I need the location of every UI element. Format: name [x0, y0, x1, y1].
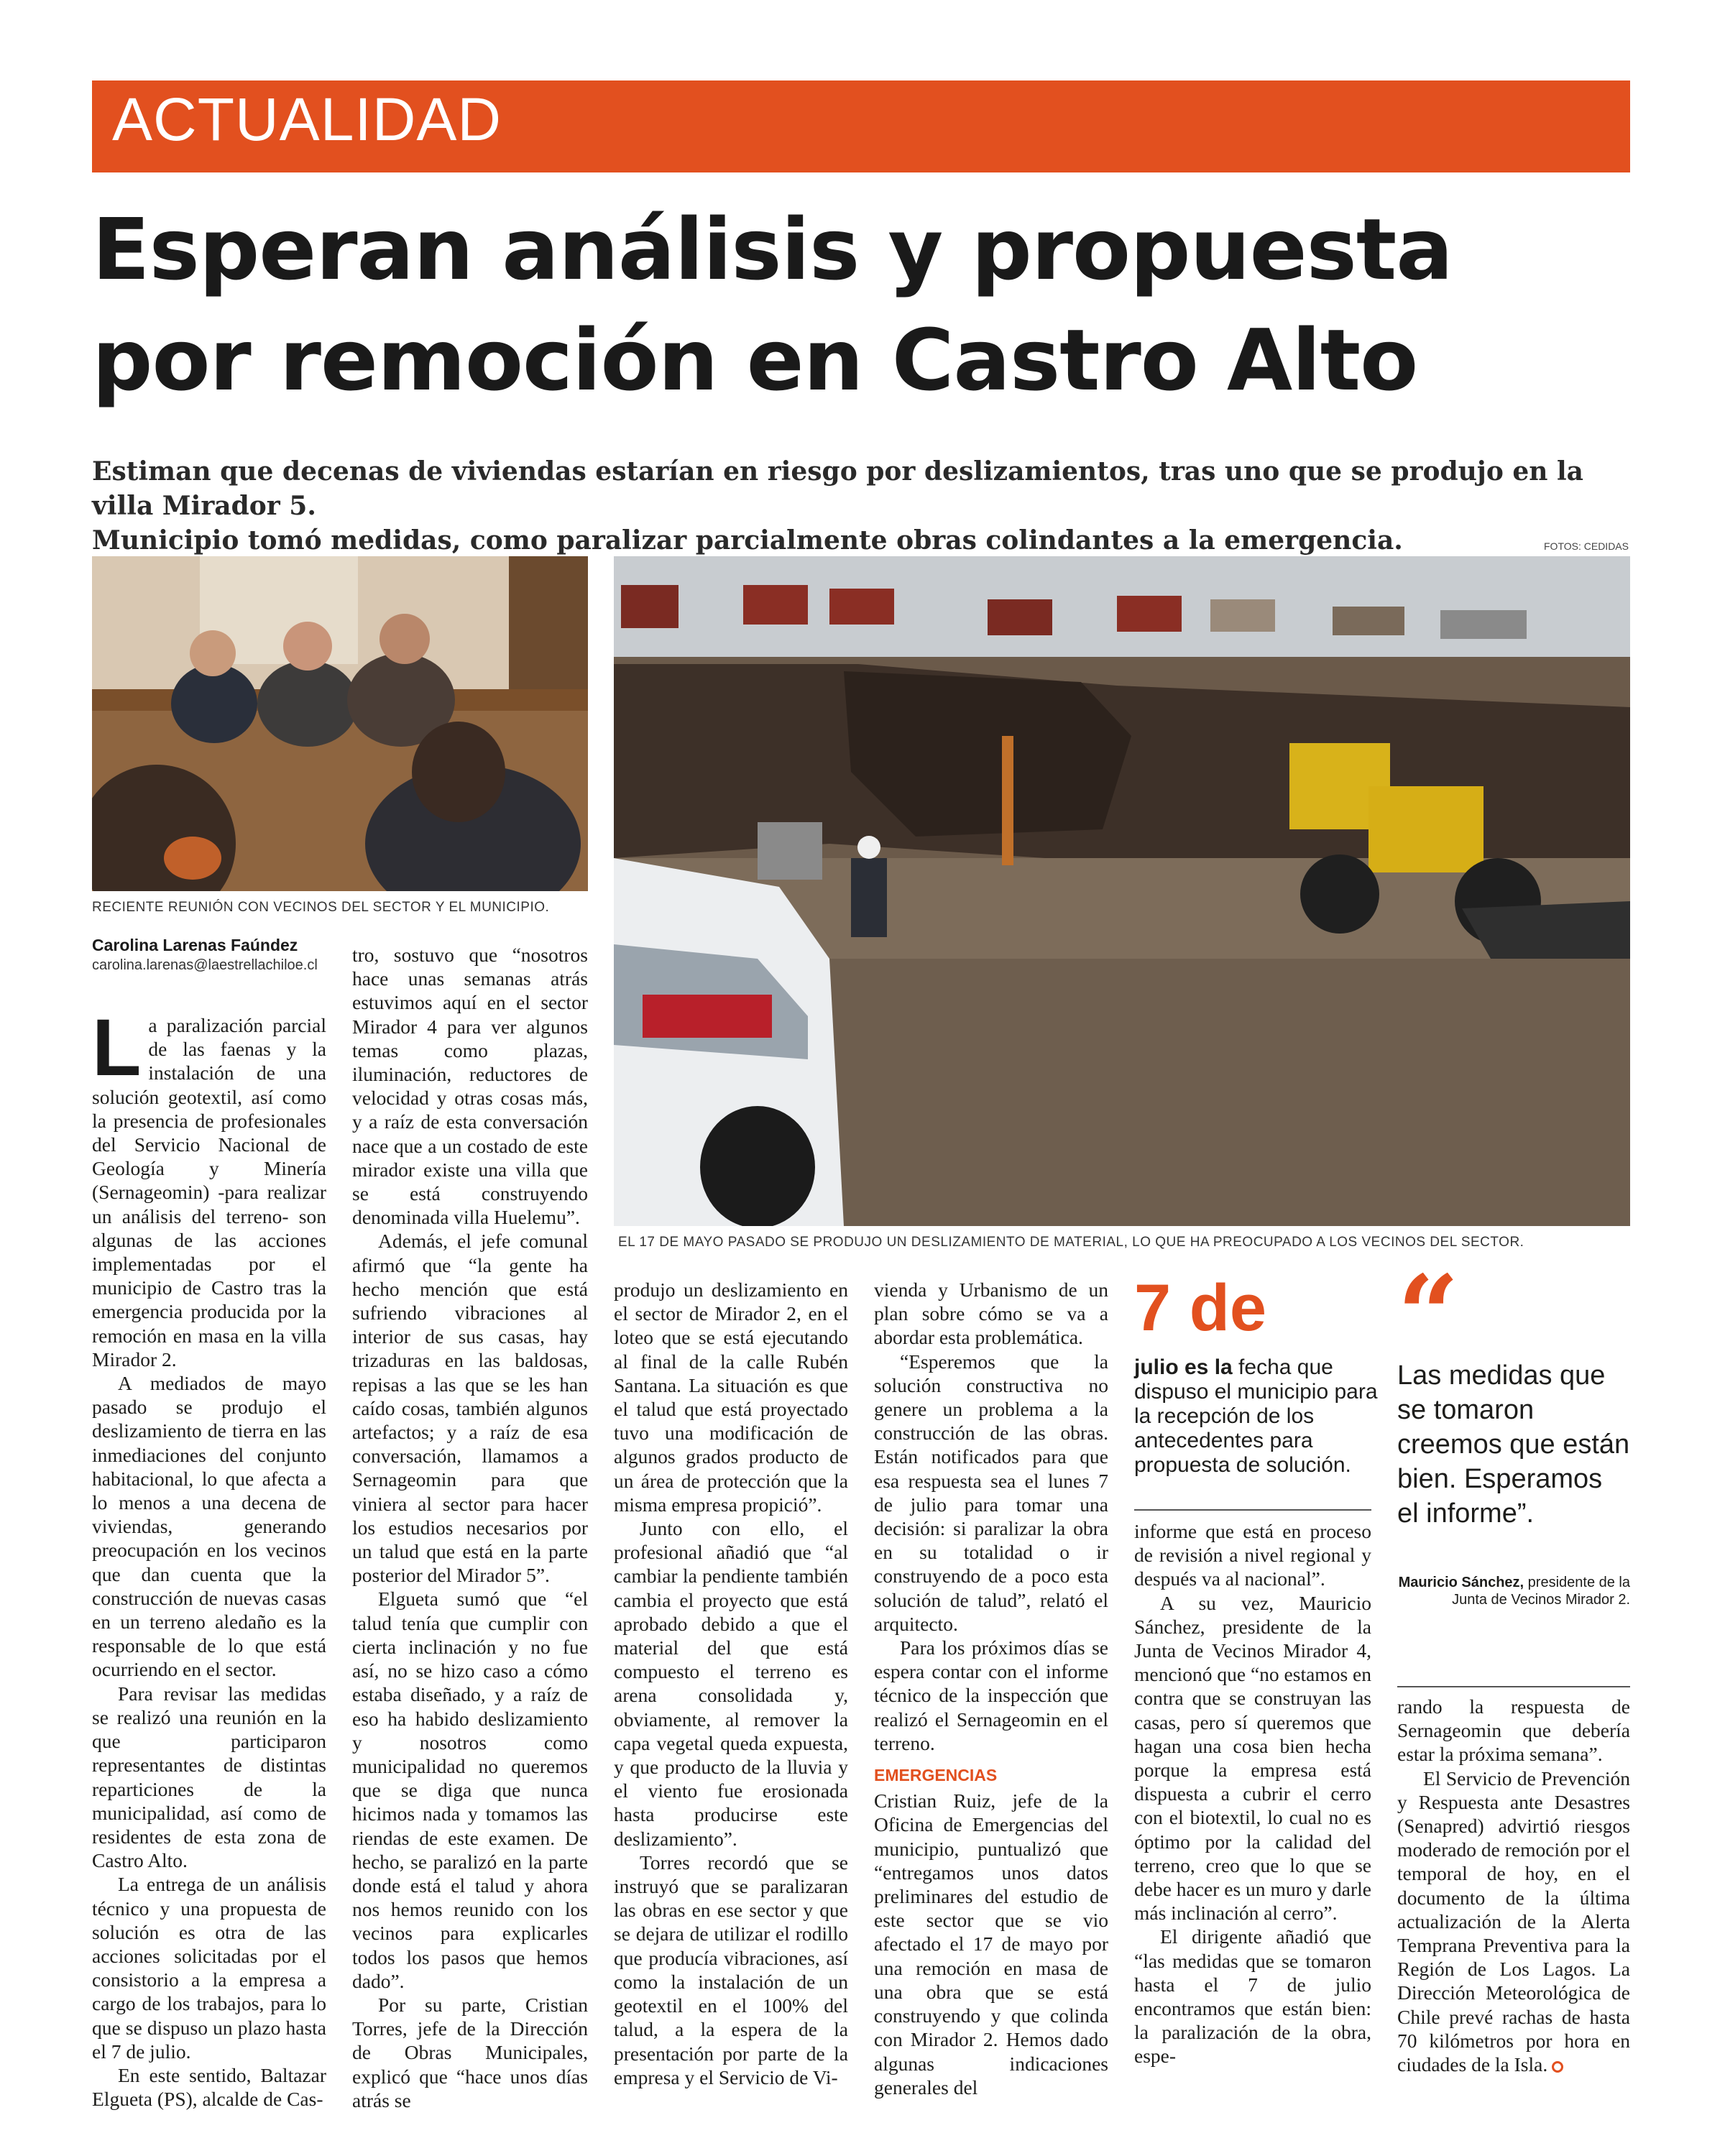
article-column-1: [92, 1003, 326, 2111]
lead-line-2: Municipio tomó medidas, como paralizar parcialmente obras colindantes a la emergencia.: [92, 525, 1403, 556]
article-paragraph: A mediados de mayo pasado se produjo el deslizamiento de tierra en las inmediaciones del conjunto habitacional, lo que afecta a lo menos a una decena de viviendas, generando preocupación en los vecinos que dan cuenta que la construcción de nuevas casas en un terreno aledaño es la responsable de lo que está ocurriendo en el sector.: [92, 1372, 326, 1681]
article-paragraph: Para los próximos días se espera contar con el informe técnico de la inspección que realizó el Sernageomin en el terreno.: [874, 1636, 1108, 1754]
end-mark-icon: [1552, 2061, 1563, 2073]
article-paragraph: El dirigente añadió que “las medidas que se tomaron hasta el 7 de julio encontramos que están bien: la paralización de la obra, espe-: [1134, 1925, 1371, 2068]
quote-attribution-role: presidente de la Junta de Vecinos Mirador 2.: [1452, 1575, 1630, 1608]
photo-credit: FOTOS: CEDIDAS: [1544, 540, 1629, 552]
article-column-6: [1397, 1695, 1630, 2076]
article-paragraph: Para revisar las medidas se realizó una reunión en la que participaron representantes de distintas reparticiones de la municipalidad, así como de residentes de esta zona de Castro Alto.: [92, 1682, 326, 1872]
landslide-photo-image: [614, 556, 1630, 1226]
date-highlight: [1134, 1272, 1379, 1478]
article-paragraph: rando la respuesta de Sernageomin que debería estar la próxima semana”.: [1397, 1695, 1630, 1766]
article-paragraph: La entrega de un análisis técnico y una propuesta de solución es otra de las acciones solicitadas por el consistorio a la empresa a cargo de los trabajos, para lo que se dispuso un plazo hasta el 7 de julio.: [92, 1873, 326, 2063]
highlight-rest: fecha que dispuso el municipio para la recepción de los antecedentes para propuesta de solución.: [1134, 1355, 1378, 1477]
section-bar: [92, 80, 1630, 172]
article-paragraph-text: El Servicio de Prevención y Respuesta ante Desastres (Senapred) advirtió riesgos moderado de remoción por el temporal de hoy, en el documento de la última actualización de la Alerta Temprana Preventiva para la Región de Los Lagos. La Dirección Meteorológica de Chile prevé rachas de hasta 70 kilómetros por hora en ciudades de la Isla.: [1397, 1766, 1630, 2076]
highlight-divider: [1134, 1509, 1371, 1511]
article-paragraph: Junto con ello, el profesional añadió que “al cambiar la pendiente también cambia el proyecto que está aprobado debido a que el material del que está compuesto el terreno es arena consolidada y, obviamente, al remover la capa vegetal queda expuesta, y que producto de la lluvia y el viento fue erosionada hasta producirse este deslizamiento”.: [614, 1517, 848, 1850]
pull-quote: [1397, 1252, 1630, 1608]
article-paragraph: Torres recordó que se instruyó que se paralizaran las obras en ese sector y que se dejara de utilizar el rodillo que producía vibraciones, así como la instalación de un geotextil en el 100% del talud, a la espera de la presentación por parte de la empresa y el Servicio de Vi-: [614, 1851, 848, 2088]
headline-line-1: Esperan análisis y propuesta: [92, 200, 1453, 299]
byline-email: carolina.larenas@laestrellachiloe.cl: [92, 957, 318, 973]
article-paragraph: tro, sostuvo que “nosotros hace unas semanas atrás estuvimos aquí en el sector Mirador 4 para ver algunos temas como plazas, iluminación, reductores de velocidad y otras cosas más, y a raíz de esta conversación nace que a un costado de este mirador existe una villa que se está construyendo denominada villa Huelemu”.: [352, 944, 588, 1229]
article-paragraph: produjo un deslizamiento en el sector de Mirador 2, en el loteo que se está ejecutando al final de la calle Rubén Santana. La situación es que el talud que está proyectado tuvo una modificación de algunos grados producto de un área de protección que la misma empresa propició”.: [614, 1279, 848, 1516]
article-paragraph: Además, el jefe comunal afirmó que “la gente ha hecho mención que está sufriendo vibraciones al interior de sus casas, hay trizaduras en las baldosas, repisas a las que se les han caído cosas, también algunos artefactos; y a raíz de esa conversación, llamamos a Sernageomin para que viniera al sector para hacer los estudios necesarios por un talud que está en la parte posterior del Mirador 5”.: [352, 1230, 588, 1587]
meeting-photo-image: [92, 556, 588, 891]
section-label: ACTUALIDAD: [112, 86, 502, 153]
article-paragraph: [1397, 1766, 1630, 2077]
byline-name: Carolina Larenas Faúndez: [92, 936, 298, 954]
drop-cap: L: [92, 1003, 142, 1092]
section-subhead: EMERGENCIAS: [874, 1766, 998, 1785]
headline-line-2: por remoción en Castro Alto: [92, 310, 1418, 410]
quote-mark-icon: “: [1397, 1252, 1460, 1378]
article-column-5: [1134, 1519, 1371, 2068]
quote-text: Las medidas que se tomaron creemos que están bien. Esperamos el informe”.: [1397, 1360, 1630, 1529]
quote-attribution: [1397, 1574, 1630, 1608]
article-paragraph: “Esperemos que la solución constructiva no genere un problema a la construcción de las obras. Están notificados para que esa respuesta sea el lunes 7 de julio para tomar una decisión: si paralizar la obra en su totalidad o ir construyendo de a poco esta solución de talud”, relató el arquitecto.: [874, 1350, 1108, 1635]
landslide-caption: EL 17 DE MAYO PASADO SE PRODUJO UN DESLIZAMIENTO DE MATERIAL, LO QUE HA PREOCUPADO A LOS VECINOS DEL SECTOR.: [618, 1235, 1524, 1250]
article-paragraph: Cristian Ruiz, jefe de la Oficina de Emergencias del municipio, puntualizó que “entregamos unos datos preliminares del estudio de este sector que se vio afectado el 17 de mayo por una remoción en masa de una obra que se está construyendo y que colinda con Mirador 2. Hemos dado algunas indicaciones generales del: [874, 1789, 1108, 2099]
article-paragraph: Elgueta sumó que “el talud tenía que cumplir con cierta inclinación y no fue así, no se hizo caso a cómo estaba diseñado, y a raíz de eso ha habido deslizamiento y nosotros como municipalidad no queremos que se diga que nunca hicimos nada y tomamos las riendas de este examen. De hecho, se paralizó en la parte donde está el talud y ahora nos hemos reunido con los vecinos para explicarles todos los pasos que hemos dado”.: [352, 1588, 588, 1992]
article-paragraph: informe que está en proceso de revisión a nivel regional y después va al nacional”.: [1134, 1520, 1371, 1590]
article-column-2: [352, 943, 588, 2112]
landslide-photo: [614, 556, 1630, 1226]
article-paragraph: En este sentido, Baltazar Elgueta (PS), alcalde de Cas-: [92, 2063, 326, 2111]
article-column-3: [614, 1278, 848, 2089]
article-paragraph: a paralización parcial de las faenas y la instalación de una solución geotextil, así como la presencia de profesionales del Servicio Nacional de Geología y Minería (Sernageomin) -para realizar un análisis del terreno- son algunas de las acciones implementadas por el municipio de Castro tras la emergencia producida por la remoción en masa en la villa Mirador 2.: [92, 1014, 326, 1370]
lead: [92, 454, 1637, 558]
highlight-big-date: 7 de: [1134, 1271, 1267, 1345]
article-paragraph: Por su parte, Cristian Torres, jefe de la Dirección de Obras Municipales, explicó que “hace unos días atrás se: [352, 1993, 588, 2111]
quote-divider: [1397, 1686, 1630, 1687]
article-paragraph: vienda y Urbanismo de un plan sobre cómo se va a abordar esta problemática.: [874, 1279, 1108, 1349]
headline: [92, 194, 1644, 415]
article-column-4: [874, 1278, 1108, 2099]
quote-attribution-name: Mauricio Sánchez,: [1398, 1575, 1524, 1590]
lead-line-1: Estiman que decenas de viviendas estarían en riesgo por deslizamientos, tras uno que se produjo en la villa Mirador 5.: [92, 456, 1583, 521]
meeting-caption: RECIENTE REUNIÓN CON VECINOS DEL SECTOR Y EL MUNICIPIO.: [92, 900, 550, 915]
article-paragraph: A su vez, Mauricio Sánchez, presidente de la Junta de Vecinos Mirador 4, mencionó que “no estamos en contra que se construyan las casas, pero sí queremos que hagan una cosa bien hecha porque la empresa está dispuesta a cubrir el cerro con el biotextil, lo cual no es óptimo por la calidad del terreno, creo que lo que se debe hacer es un muro y darle más inclinación al cerro”.: [1134, 1591, 1371, 1925]
meeting-photo: [92, 556, 588, 891]
highlight-bold: julio es la: [1134, 1355, 1233, 1379]
highlight-text: [1134, 1355, 1379, 1478]
